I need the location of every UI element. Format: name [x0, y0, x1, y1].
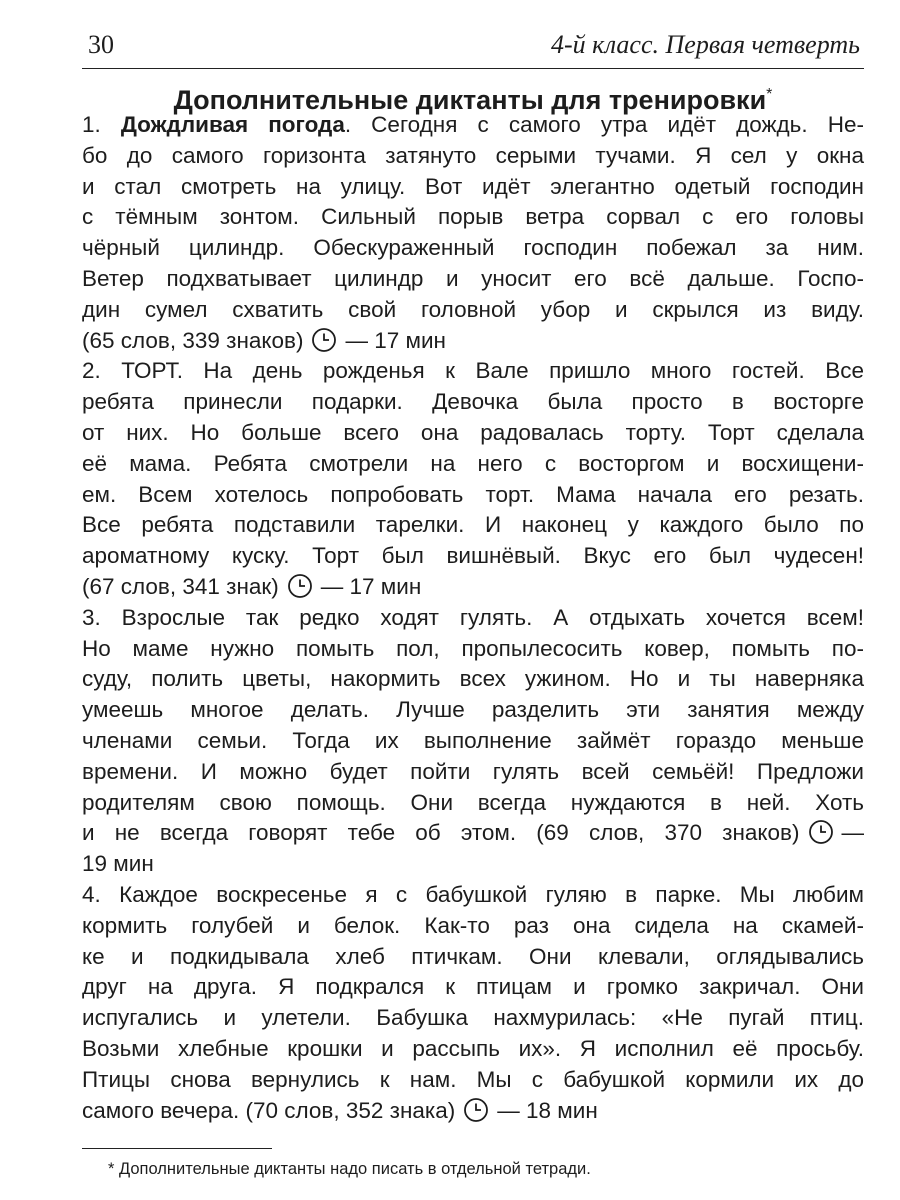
word-count-stats: (69 слов, 370 знаков)	[536, 820, 800, 846]
dictation-3-line: времени. И можно будет пойти гулять всей семьёй! Предложи	[82, 758, 864, 784]
footnote-divider	[82, 1148, 272, 1149]
dictation-4-line: 4. Каждое воскресенье я с бабушкой гуляю в парке. Мы любим	[82, 881, 864, 907]
dictation-2-line: ем. Всем хотелось попробовать торт. Мама начала его резать.	[82, 481, 864, 507]
dictation-1-line: чёрный цилиндр. Обескураженный господин побежал за ним.	[82, 235, 864, 261]
time-limit: — 18 мин	[497, 1097, 598, 1123]
dictation-1-line: бо до самого горизонта затянуто серыми тучами. Я сел у окна	[82, 142, 864, 168]
dictation-2-line: её мама. Ребята смотрели на него с восторгом и восхищени-	[82, 450, 864, 476]
running-title: 4-й класс. Первая четверть	[550, 30, 860, 59]
dictation-4-line: испугались и улетели. Бабушка нахмурилась: «Не пугай птиц.	[82, 1005, 864, 1031]
dictation-2-line: Все ребята подставили тарелки. И наконец у каждого было по	[82, 512, 864, 538]
page-number: 30	[88, 30, 114, 59]
dictation-1-line: и стал смотреть на улицу. Вот идёт элегантно одетый господин	[82, 173, 864, 199]
dictation-4-line: друг на друга. Я подкрался к птицам и громко закричал. Они	[82, 974, 864, 1000]
dictation-4-line: Возьми хлебные крошки и рассыпь их». Я исполнил её просьбу.	[82, 1035, 864, 1061]
dictation-1-line: Ветер подхватывает цилиндр и уносит его всё дальше. Госпо-	[82, 265, 864, 291]
dictation-4-line: кормить голубей и белок. Как-то раз она сидела на скамей-	[82, 912, 864, 938]
dictation-1-line: дин сумел схватить свой головной убор и скрылся из виду.	[82, 296, 864, 322]
dictation-3-stats-line: и не всегда говорят тебе об этом. (69 слов, 370 знаков) —	[82, 820, 864, 846]
dictation-2-stats-line	[82, 572, 864, 603]
clock-icon	[287, 573, 313, 599]
time-dash: —	[841, 820, 864, 846]
title-footnote-mark: *	[766, 86, 773, 103]
dictation-1-line: 1. Дождливая погода. Сегодня с самого утра идёт дождь. Не-	[82, 112, 864, 137]
dictation-4-line: ке и подкидывала хлеб птичкам. Они клевали, оглядывались	[82, 943, 864, 969]
dictation-3-line: умеешь многое делать. Лучше разделить эти занятия между	[82, 697, 864, 723]
dictation-2-line: 2. ТОРТ. На день рожденья к Вале пришло много гостей. Все	[82, 358, 864, 384]
dictation-number: 4.	[82, 881, 101, 907]
footnote: * Дополнительные диктанты надо писать в отдельной тетради.	[108, 1160, 591, 1178]
dictation-2-line: ребята принесли подарки. Девочка была просто в восторге	[82, 389, 864, 415]
dictation-2-line: от них. Но больше всего она радовалась торту. Торт сделала	[82, 419, 864, 445]
dictation-4-line: Птицы снова вернулись к нам. Мы с бабушкой кормили их до	[82, 1066, 864, 1092]
dictation-4-stats-line: самого вечера. (70 слов, 352 знака) — 18 мин	[82, 1097, 598, 1123]
time-limit: 19 мин	[82, 851, 154, 877]
dictation-3-line: членами семьи. Тогда их выполнение займёт гораздо меньше	[82, 727, 864, 753]
clock-icon	[311, 327, 337, 353]
dictation-1-line: с тёмным зонтом. Сильный порыв ветра сорвал с его головы	[82, 204, 864, 230]
word-count-stats: (67 слов, 341 знак)	[82, 573, 279, 599]
dictation-3-line: суду, полить цветы, накормить всех ужином. Но и ты наверняка	[82, 666, 864, 692]
dictations-body	[82, 110, 864, 1126]
dictation-3-line: Но маме нужно помыть пол, пропылесосить ковер, помыть по-	[82, 635, 864, 661]
dictation-number: 3.	[82, 604, 101, 630]
time-limit: — 17 мин	[320, 573, 422, 599]
word-count-stats: (70 слов, 352 знака)	[245, 1097, 456, 1123]
dictation-1-stats-line	[82, 326, 864, 357]
dictation-2-line: ароматному куску. Торт был вишнёвый. Вкус его был чудесен!	[82, 543, 864, 569]
dictation-number: 2.	[82, 358, 101, 384]
clock-icon	[463, 1097, 489, 1123]
clock-icon	[808, 819, 834, 845]
word-count-stats: (65 слов, 339 знаков)	[82, 327, 304, 353]
dictation-3-line: родителям свою помощь. Они всегда нуждаются в ней. Хоть	[82, 789, 864, 815]
dictation-heading: Дождливая погода	[120, 112, 345, 137]
header-divider	[82, 68, 864, 69]
dictation-3-line: 3. Взрослые так редко ходят гулять. А отдыхать хочется всем!	[82, 604, 864, 630]
dictation-number: 1.	[82, 112, 101, 137]
title-text: Дополнительные диктанты для тренировки	[173, 85, 767, 115]
time-limit: — 17 мин	[345, 327, 446, 353]
